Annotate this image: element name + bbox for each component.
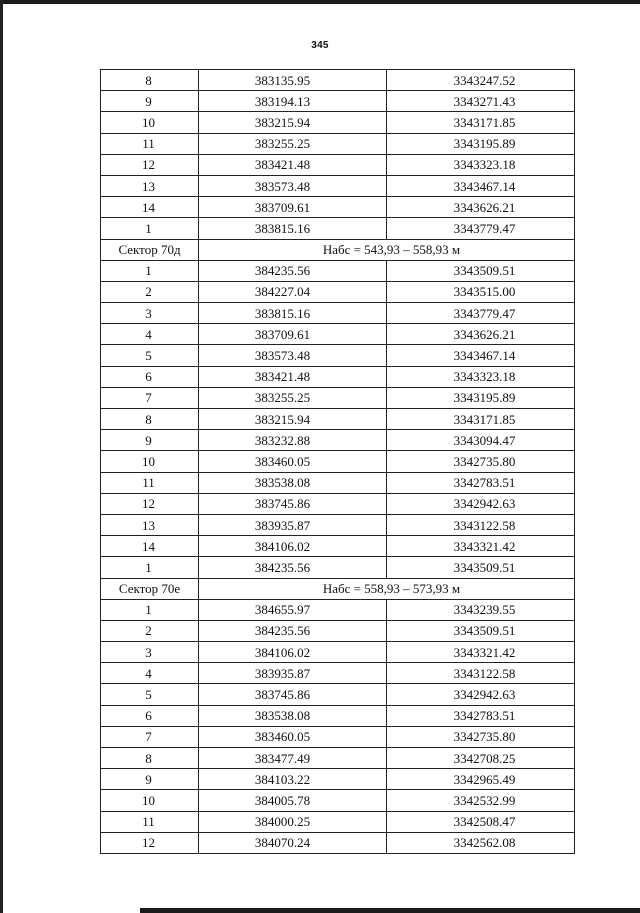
table-row: [101, 705, 575, 726]
point-number: 12: [101, 832, 199, 853]
coordinate-x: 384000.25: [199, 811, 387, 832]
table-row: [101, 133, 575, 154]
coordinate-x: 383477.49: [199, 748, 387, 769]
table-row: [101, 493, 575, 514]
coordinate-y: 3342783.51: [387, 705, 575, 726]
coordinate-x: 384106.02: [199, 642, 387, 663]
point-number: 9: [101, 430, 199, 451]
coordinate-x: 383573.48: [199, 175, 387, 196]
table-row: [101, 70, 575, 91]
page-number: 345: [311, 40, 329, 51]
coordinate-y: 3342708.25: [387, 748, 575, 769]
scan-edge-left: [0, 0, 3, 913]
coordinate-y: 3342735.80: [387, 726, 575, 747]
sector-name: Сектор 70д: [101, 239, 199, 260]
coordinate-y: 3343323.18: [387, 154, 575, 175]
coordinate-y: 3343509.51: [387, 557, 575, 578]
coordinate-x: 384070.24: [199, 832, 387, 853]
table-row: [101, 112, 575, 133]
coordinate-x: 384106.02: [199, 536, 387, 557]
coordinate-x: 383709.61: [199, 197, 387, 218]
coordinate-y: 3343171.85: [387, 112, 575, 133]
sector-header-row: [101, 578, 575, 599]
point-number: 13: [101, 175, 199, 196]
table-row: [101, 811, 575, 832]
coordinate-x: 384655.97: [199, 599, 387, 620]
point-number: 5: [101, 684, 199, 705]
point-number: 3: [101, 303, 199, 324]
table-row: [101, 345, 575, 366]
point-number: 10: [101, 790, 199, 811]
coordinate-y: 3343779.47: [387, 303, 575, 324]
point-number: 4: [101, 324, 199, 345]
table-row: [101, 366, 575, 387]
table-row: [101, 154, 575, 175]
coordinate-x: 383815.16: [199, 303, 387, 324]
coordinate-x: 383745.86: [199, 684, 387, 705]
coordinate-x: 383538.08: [199, 472, 387, 493]
coordinate-y: 3343122.58: [387, 663, 575, 684]
scan-edge-bottom: [140, 908, 640, 913]
point-number: 2: [101, 281, 199, 302]
table-row: [101, 620, 575, 641]
coordinate-y: 3343467.14: [387, 345, 575, 366]
table-row: [101, 472, 575, 493]
table-row: [101, 536, 575, 557]
table-row: [101, 790, 575, 811]
scan-edge-top: [0, 0, 640, 4]
coordinate-x: 383215.94: [199, 409, 387, 430]
coordinate-y: 3343467.14: [387, 175, 575, 196]
point-number: 11: [101, 133, 199, 154]
coordinate-y: 3343171.85: [387, 409, 575, 430]
table-row: [101, 324, 575, 345]
sector-header-row: [101, 239, 575, 260]
coordinate-x: 383215.94: [199, 112, 387, 133]
coordinate-y: 3342508.47: [387, 811, 575, 832]
coordinate-x: 384235.56: [199, 557, 387, 578]
point-number: 6: [101, 705, 199, 726]
point-number: 8: [101, 409, 199, 430]
point-number: 2: [101, 620, 199, 641]
coordinate-y: 3342735.80: [387, 451, 575, 472]
coordinate-x: 384103.22: [199, 769, 387, 790]
coordinate-y: 3343626.21: [387, 197, 575, 218]
table-row: [101, 663, 575, 684]
coordinates-table: [100, 69, 575, 854]
coordinate-x: 383538.08: [199, 705, 387, 726]
point-number: 11: [101, 811, 199, 832]
coordinate-y: 3343509.51: [387, 260, 575, 281]
coordinate-y: 3343515.00: [387, 281, 575, 302]
point-number: 7: [101, 387, 199, 408]
table-row: [101, 218, 575, 239]
table-row: [101, 91, 575, 112]
table-row: [101, 451, 575, 472]
coordinate-y: 3342942.63: [387, 493, 575, 514]
table-row: [101, 303, 575, 324]
coordinate-y: 3343626.21: [387, 324, 575, 345]
table-row: [101, 832, 575, 853]
coordinate-y: 3343122.58: [387, 514, 575, 535]
coordinate-x: 383460.05: [199, 726, 387, 747]
coordinate-x: 383573.48: [199, 345, 387, 366]
coordinate-x: 384235.56: [199, 620, 387, 641]
coordinate-y: 3342942.63: [387, 684, 575, 705]
table-row: [101, 260, 575, 281]
coordinate-y: 3342562.08: [387, 832, 575, 853]
coordinate-x: 383135.95: [199, 70, 387, 91]
coordinate-x: 383421.48: [199, 366, 387, 387]
coordinate-y: 3343509.51: [387, 620, 575, 641]
point-number: 9: [101, 769, 199, 790]
point-number: 4: [101, 663, 199, 684]
table-row: [101, 726, 575, 747]
coordinate-x: 383232.88: [199, 430, 387, 451]
coordinate-x: 383255.25: [199, 133, 387, 154]
table-row: [101, 684, 575, 705]
point-number: 14: [101, 197, 199, 218]
point-number: 11: [101, 472, 199, 493]
point-number: 7: [101, 726, 199, 747]
point-number: 1: [101, 599, 199, 620]
table-row: [101, 514, 575, 535]
table-row: [101, 197, 575, 218]
point-number: 12: [101, 154, 199, 175]
coordinate-x: 383709.61: [199, 324, 387, 345]
point-number: 12: [101, 493, 199, 514]
point-number: 1: [101, 557, 199, 578]
coordinate-y: 3342965.49: [387, 769, 575, 790]
point-number: 14: [101, 536, 199, 557]
coordinate-y: 3343323.18: [387, 366, 575, 387]
coordinate-y: 3343779.47: [387, 218, 575, 239]
coordinate-x: 383935.87: [199, 514, 387, 535]
sector-name: Сектор 70е: [101, 578, 199, 599]
sector-height-range: Набс = 543,93 – 558,93 м: [199, 239, 575, 260]
coordinate-x: 383421.48: [199, 154, 387, 175]
coordinate-x: 383460.05: [199, 451, 387, 472]
coordinate-x: 384235.56: [199, 260, 387, 281]
coordinate-y: 3343321.42: [387, 642, 575, 663]
point-number: 1: [101, 260, 199, 281]
table-row: [101, 175, 575, 196]
coordinate-x: 383194.13: [199, 91, 387, 112]
table-row: [101, 557, 575, 578]
coordinate-x: 383935.87: [199, 663, 387, 684]
coordinate-x: 384227.04: [199, 281, 387, 302]
point-number: 10: [101, 112, 199, 133]
coordinate-y: 3343239.55: [387, 599, 575, 620]
coordinate-y: 3343195.89: [387, 133, 575, 154]
point-number: 10: [101, 451, 199, 472]
coordinates-table-body: [101, 70, 575, 854]
table-row: [101, 599, 575, 620]
coordinate-y: 3343271.43: [387, 91, 575, 112]
coordinate-y: 3343094.47: [387, 430, 575, 451]
point-number: 8: [101, 748, 199, 769]
coordinate-y: 3342532.99: [387, 790, 575, 811]
table-row: [101, 387, 575, 408]
table-row: [101, 748, 575, 769]
coordinate-x: 383255.25: [199, 387, 387, 408]
table-row: [101, 769, 575, 790]
coordinate-y: 3343195.89: [387, 387, 575, 408]
point-number: 1: [101, 218, 199, 239]
coordinate-y: 3343321.42: [387, 536, 575, 557]
point-number: 6: [101, 366, 199, 387]
point-number: 9: [101, 91, 199, 112]
sector-height-range: Набс = 558,93 – 573,93 м: [199, 578, 575, 599]
coordinate-x: 383745.86: [199, 493, 387, 514]
point-number: 5: [101, 345, 199, 366]
point-number: 13: [101, 514, 199, 535]
coordinate-y: 3342783.51: [387, 472, 575, 493]
point-number: 3: [101, 642, 199, 663]
coordinate-x: 383815.16: [199, 218, 387, 239]
table-row: [101, 430, 575, 451]
point-number: 8: [101, 70, 199, 91]
table-row: [101, 642, 575, 663]
table-row: [101, 409, 575, 430]
table-row: [101, 281, 575, 302]
coordinate-y: 3343247.52: [387, 70, 575, 91]
coordinate-x: 384005.78: [199, 790, 387, 811]
